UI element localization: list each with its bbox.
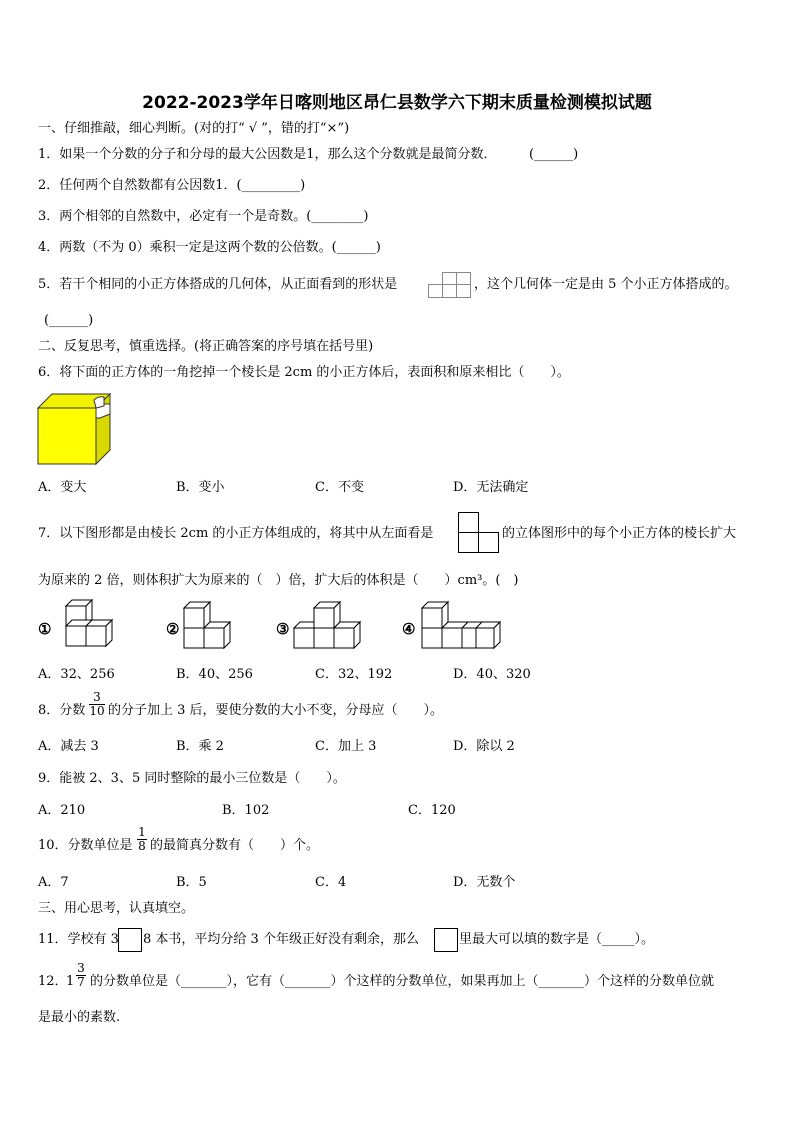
q8-fraction xyxy=(89,691,105,718)
q12-denominator: 7 xyxy=(77,975,85,989)
question-11-text-a: 11．学校有 3 xyxy=(38,932,119,947)
q6-option-a: A．变大 xyxy=(38,480,87,495)
question-6: 6．将下面的正方体的一角挖掉一个棱长是 2cm 的小正方体后，表面积和原来相比（ ）。 xyxy=(38,365,570,380)
question-5-blank: (______) xyxy=(44,313,94,328)
q8-denominator: 10 xyxy=(89,704,105,718)
question-8-text-b: 的分子加上 3 后，要使分数的大小不变，分母应（ ）。 xyxy=(108,703,444,718)
q10-fraction xyxy=(137,826,147,853)
question-11-text-c: 里最大可以填的数字是（_____）。 xyxy=(459,932,655,947)
figure-3-cubes xyxy=(294,602,366,654)
q7-option-c: C．32、192 xyxy=(315,667,393,682)
question-8-text-a: 8．分数 xyxy=(38,703,86,718)
question-10-text-b: 的最简真分数有（ ）个。 xyxy=(150,838,320,853)
section-3-heading: 三、用心思考，认真填空。 xyxy=(38,901,195,916)
q8-option-b: B．乘 2 xyxy=(176,739,224,754)
q11-digit-box-1[interactable] xyxy=(118,928,142,952)
q12-fraction xyxy=(76,962,86,989)
q10-option-b: B．5 xyxy=(176,875,207,890)
q9-option-b: B．102 xyxy=(222,803,270,818)
figure-label-1: ① xyxy=(38,620,52,638)
q10-denominator: 8 xyxy=(138,839,146,853)
q10-option-c: C．4 xyxy=(315,875,347,890)
question-3: 3．两个相邻的自然数中，必定有一个是奇数。(________) xyxy=(38,209,369,224)
front-view-figure xyxy=(428,272,472,298)
question-5-text-b: ，这个几何体一定是由 5 个小正方体搭成的。 xyxy=(474,277,738,292)
question-12-text-b: 的分数单位是（_______），它有（_______）个这样的分数单位，如果再加上（_______）个这样的分数单位就 xyxy=(90,974,715,989)
question-12-text-c: 是最小的素数. xyxy=(38,1010,121,1025)
question-2: 2．任何两个自然数都有公因数1．(_________) xyxy=(38,178,306,193)
question-7-text-a: 7．以下图形都是由棱长 2cm 的小正方体组成的，将其中从左面看是 xyxy=(38,526,434,541)
q7-option-b: B．40、256 xyxy=(176,667,253,682)
q10-numerator: 1 xyxy=(138,825,146,839)
figure-label-4: ④ xyxy=(402,620,416,638)
question-10-text-a: 10．分数单位是 xyxy=(38,838,133,853)
question-9: 9．能被 2、3、5 同时整除的最小三位数是（ ）。 xyxy=(38,771,346,786)
figure-label-3: ③ xyxy=(276,620,290,638)
left-view-figure xyxy=(458,512,500,554)
question-4: 4．两数（不为 0）乘积一定是这两个数的公倍数。(______) xyxy=(38,240,381,255)
question-12-text-a: 12． xyxy=(38,974,68,989)
question-5-text-a: 5．若干个相同的小正方体搭成的几何体，从正面看到的形状是 xyxy=(38,277,398,292)
q8-numerator: 3 xyxy=(93,690,101,704)
q8-option-a: A．减去 3 xyxy=(38,739,99,754)
q7-option-a: A．32、256 xyxy=(38,667,115,682)
q6-option-d: D．无法确定 xyxy=(453,480,529,495)
question-1: 1．如果一个分数的分子和分母的最大公因数是1，那么这个分数就是最简分数． (______) xyxy=(38,147,579,162)
section-1-heading: 一、仔细推敲，细心判断。(对的打“ √ ”，错的打“×”) xyxy=(38,121,350,136)
figure-label-2: ② xyxy=(166,620,180,638)
question-7-text-c: 为原来的 2 倍，则体积扩大为原来的（ ）倍，扩大后的体积是（ ）cm³。( ) xyxy=(38,573,519,588)
q6-option-c: C．不变 xyxy=(315,480,364,495)
q8-option-c: C．加上 3 xyxy=(315,739,377,754)
q10-option-a: A．7 xyxy=(38,875,69,890)
question-7-text-b: 的立体图形中的每个小正方体的棱长扩大 xyxy=(502,526,737,541)
q10-option-d: D．无数个 xyxy=(453,875,516,890)
q12-whole: 1 xyxy=(66,974,75,989)
section-2-heading: 二、反复思考，慎重选择。(将正确答案的序号填在括号里) xyxy=(38,339,374,354)
question-11-text-b: 8 本书，平均分给 3 个年级正好没有剩余，那么 xyxy=(143,932,419,947)
q6-option-b: B．变小 xyxy=(176,480,225,495)
figure-1-cubes xyxy=(56,598,116,654)
q8-option-d: D．除以 2 xyxy=(453,739,515,754)
q9-option-a: A．210 xyxy=(38,803,86,818)
q7-option-d: D．40、320 xyxy=(453,667,531,682)
figure-4-cubes xyxy=(420,602,502,654)
q11-digit-box-2[interactable] xyxy=(434,928,458,952)
q9-option-c: C．120 xyxy=(408,803,456,818)
q12-numerator: 3 xyxy=(77,961,85,975)
figure-2-cubes xyxy=(180,602,240,654)
page-title: 2022-2023学年日喀则地区昂仁县数学六下期末质量检测模拟试题 xyxy=(142,93,652,113)
cube-figure xyxy=(38,394,112,466)
